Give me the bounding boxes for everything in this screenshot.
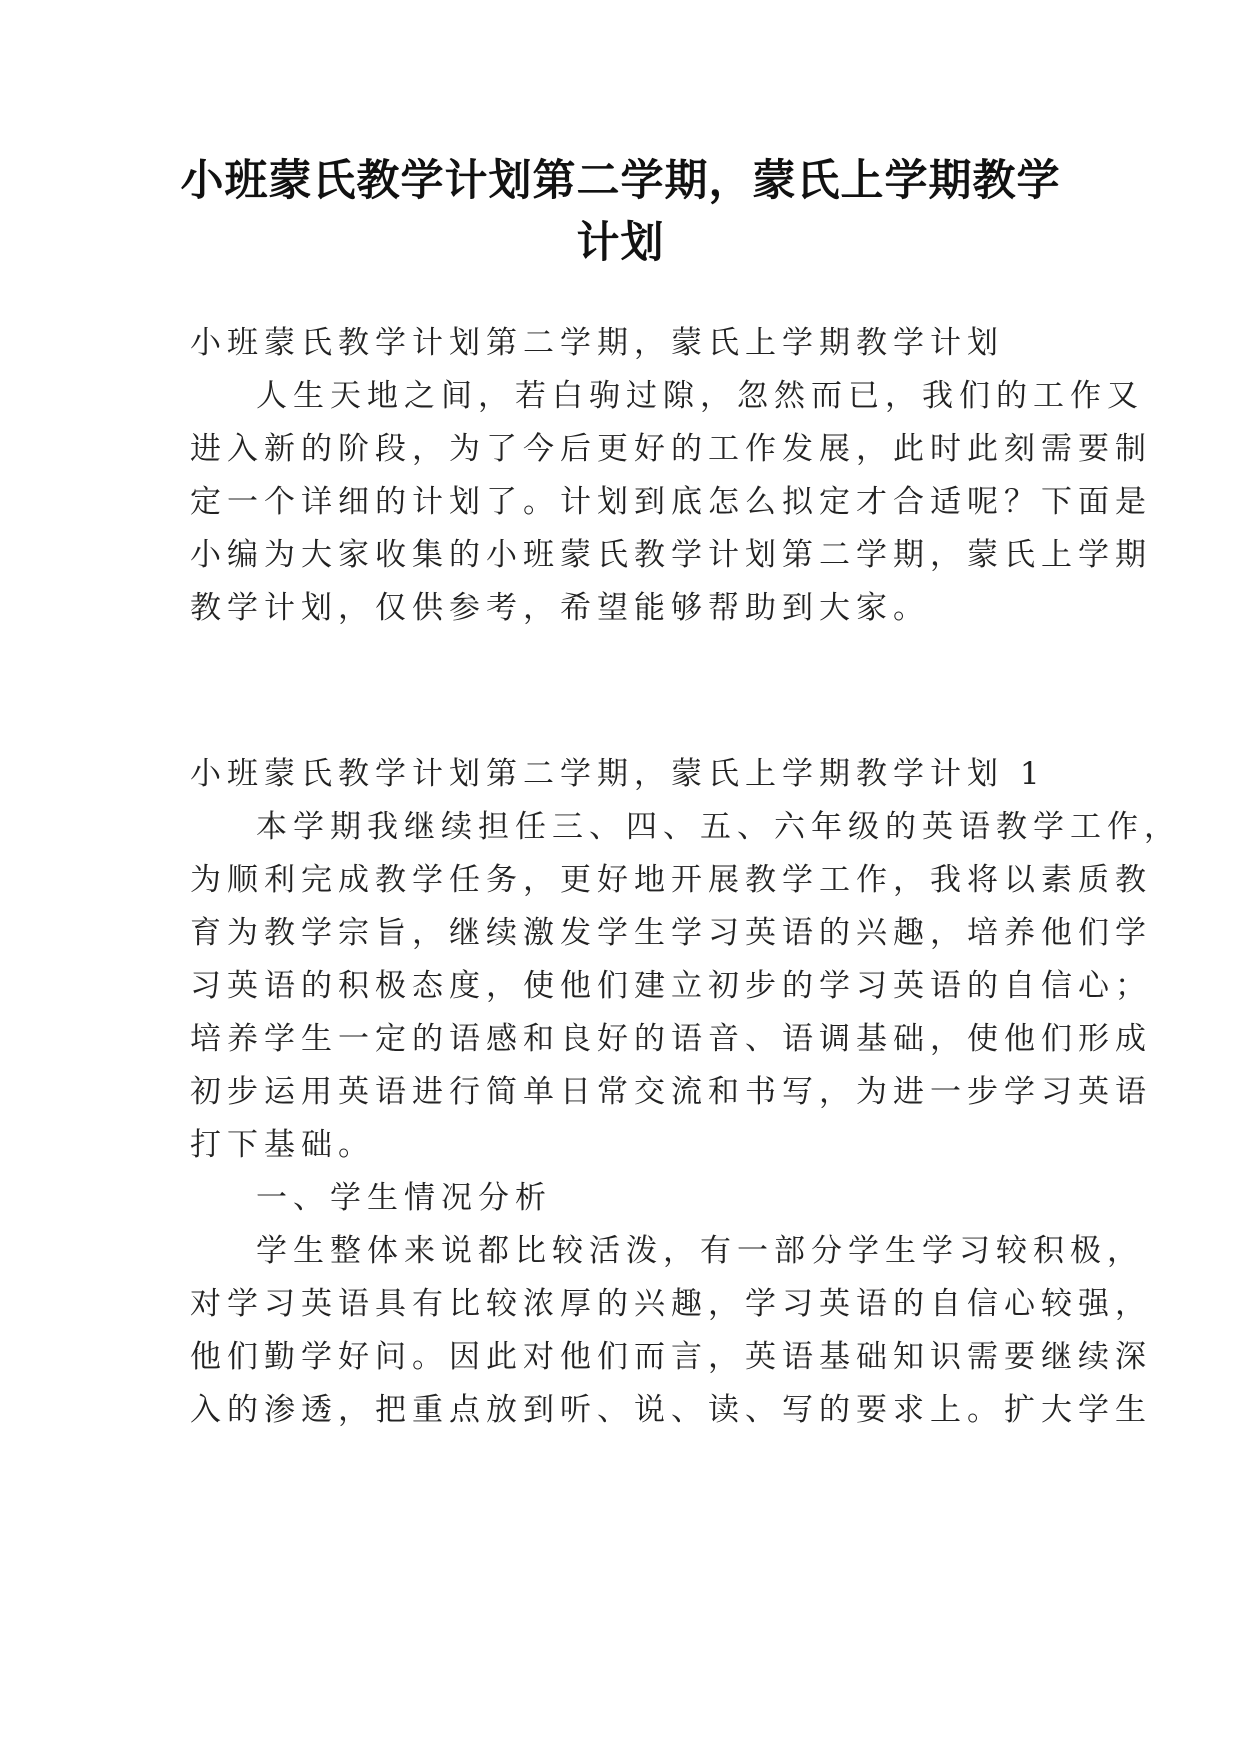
paragraph-line: 入的渗透，把重点放到听、说、读、写的要求上。扩大学生 — [190, 1392, 1152, 1428]
subheading-line: 一、学生情况分析 — [256, 1180, 552, 1216]
section-heading: 小班蒙氏教学计划第二学期，蒙氏上学期教学计划 1 — [190, 756, 1046, 792]
paragraph-line: 习英语的积极态度，使他们建立初步的学习英语的自信心； — [190, 968, 1152, 1004]
paragraph-line: 小编为大家收集的小班蒙氏教学计划第二学期，蒙氏上学期 — [190, 537, 1152, 573]
paragraph-line: 初步运用英语进行简单日常交流和书写，为进一步学习英语 — [190, 1074, 1152, 1110]
paragraph-line: 定一个详细的计划了。计划到底怎么拟定才合适呢？下面是 — [190, 484, 1152, 520]
paragraph-line: 教学计划，仅供参考，希望能够帮助到大家。 — [190, 590, 930, 626]
paragraph-line: 人生天地之间，若白驹过隙，忽然而已，我们的工作又 — [256, 378, 1144, 414]
paragraph-line: 培养学生一定的语感和良好的语音、语调基础，使他们形成 — [190, 1021, 1152, 1057]
paragraph-line: 对学习英语具有比较浓厚的兴趣，学习英语的自信心较强， — [190, 1286, 1152, 1322]
paragraph-line: 他们勤学好问。因此对他们而言，英语基础知识需要继续深 — [190, 1339, 1152, 1375]
paragraph-line: 本学期我继续担任三、四、五、六年级的英语教学工作， — [256, 809, 1181, 845]
paragraph-line: 学生整体来说都比较活泼，有一部分学生学习较积极， — [256, 1233, 1144, 1269]
document-title: 小班蒙氏教学计划第二学期，蒙氏上学期教学计划 — [180, 156, 1061, 268]
subtitle-line: 小班蒙氏教学计划第二学期，蒙氏上学期教学计划 — [190, 325, 1004, 361]
paragraph-line: 进入新的阶段，为了今后更好的工作发展，此时此刻需要制 — [190, 431, 1152, 467]
paragraph-line: 育为教学宗旨，继续激发学生学习英语的兴趣，培养他们学 — [190, 915, 1152, 951]
paragraph-line: 为顺利完成教学任务，更好地开展教学工作，我将以素质教 — [190, 862, 1152, 898]
paragraph-line: 打下基础。 — [190, 1127, 375, 1163]
